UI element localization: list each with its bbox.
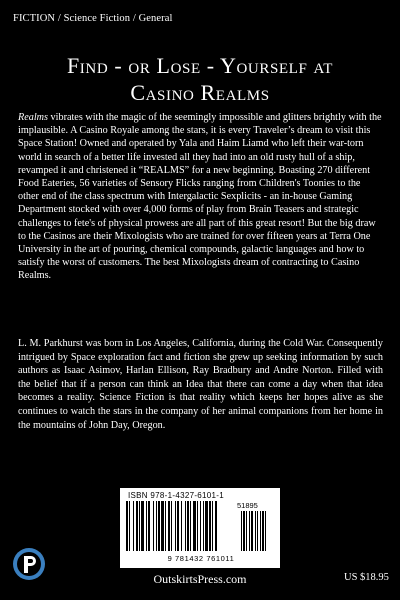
blurb-lead-word: Realms <box>18 112 48 123</box>
tagline-line-1: Find - or Lose - Yourself at <box>66 53 334 78</box>
author-bio: L. M. Parkhurst was born in Los Angeles, California, during the Cold War. Consequently intrigued by Space exploration fact and fiction she grew up seeking information by such authors as Isaac Asimov, Harlan Ellison, Ray Bradbury and Andre Norton. Filled with the belief that if a person can think an Idea that there can come a day when that idea becomes a reality. Science Fiction is that reality which keeps her hopes alive as she continues to watch the stars in the company of her animal companions from her home in the mountains of John Day, Oregon. <box>18 338 383 431</box>
price-code: 51895 <box>237 501 258 510</box>
category-label: FICTION / Science Fiction / General <box>13 13 173 24</box>
book-blurb <box>18 111 383 283</box>
barcode-digits: 9 781432 761011 <box>167 554 235 563</box>
tagline-title <box>0 52 400 106</box>
isbn-label: ISBN 978-1-4327-6101-1 <box>128 491 224 500</box>
publisher-name: OutskirtsPress.com <box>153 572 247 586</box>
blurb-text: vibrates with the magic of the seemingly impossible and glitters brightly with the implausible. A Casino Royale among the stars, it is every Traveler’s dream to visit this Space Station! Owned and operated by Yala and Haim Liamd who left their war-torn world in search of a better life invested all they had into an old rusty hull of a ship, revamped it and christened it “REALMS” for a new beginning. Boasting 270 different Food Eateries, 56 varieties of Sensory Flicks ranging from Children's Toonies to the other end of the class spectrum with Intergalactic Sexplicits - an in-house Gaming Department stocked with over 4,000 forms of play from Brain Teasers and strategic challenges to fete's of physical prowess are all part of this great resort! But the big draw to the Casinos are their Mixologists who are trained for over fifteen years at Terra One University in the art of pouring, chemical compounds, galactic languages and how to satisfy the worst of customers. The best Mixologists dream of contracting to Casino Realms. <box>18 112 382 282</box>
price-label: US $18.95 <box>344 572 389 583</box>
isbn-barcode <box>120 488 280 568</box>
tagline-line-2: Casino Realms <box>130 80 270 105</box>
